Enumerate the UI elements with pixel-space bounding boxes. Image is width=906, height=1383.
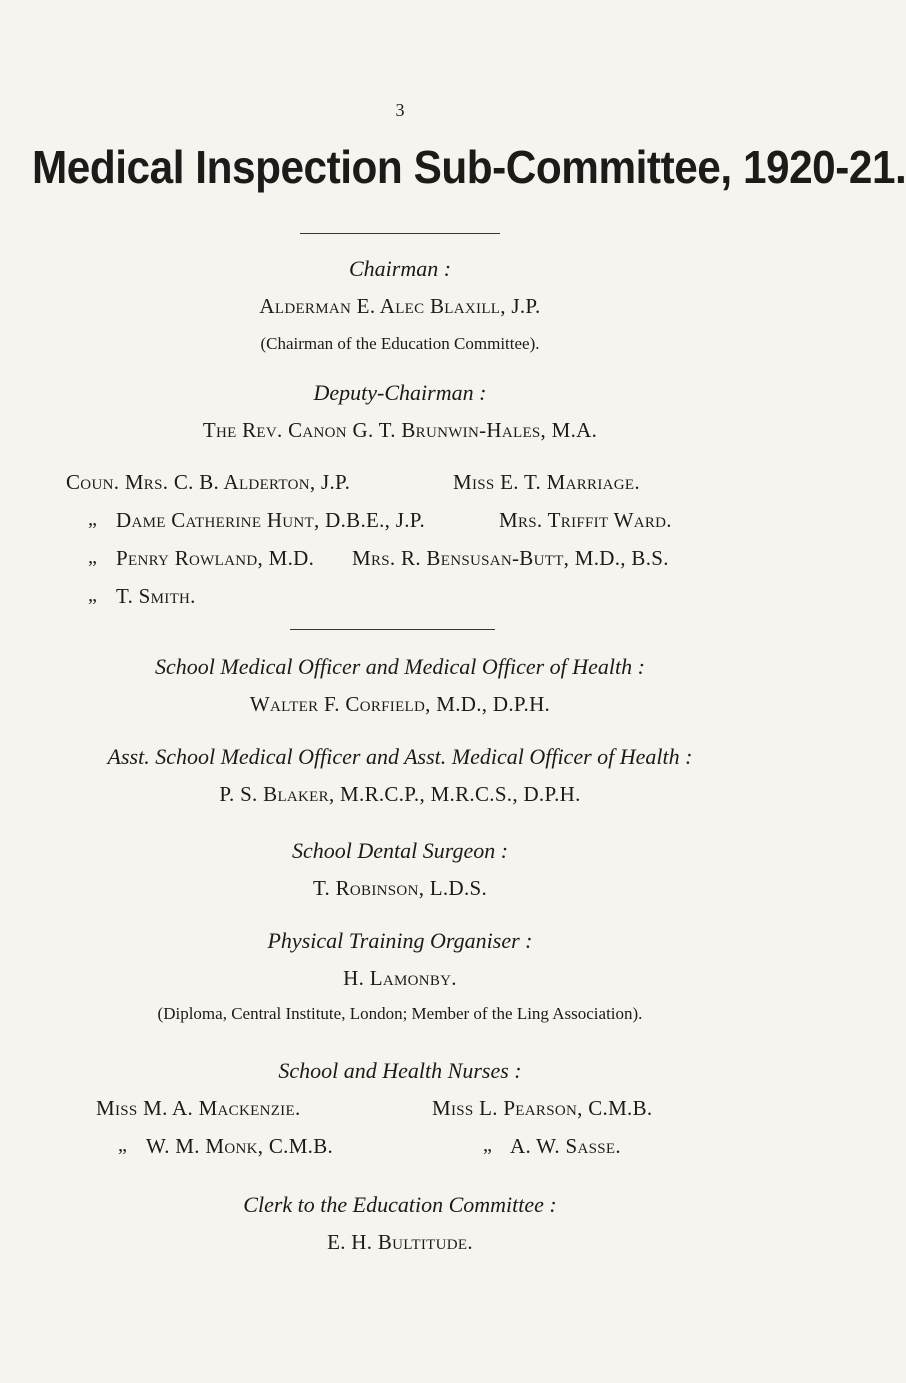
nurse-name: W. M. Monk, C.M.B.	[146, 1134, 334, 1158]
deputy-chairman-heading: Deputy-Chairman :	[313, 380, 487, 405]
asst-medical-officer-name: P. S. Blaker, M.R.C.P., M.R.C.S., D.P.H.	[219, 782, 581, 806]
nurse-name: Miss L. Pearson, C.M.B.	[432, 1096, 653, 1120]
physical-training-name: H. Lamonby.	[343, 966, 457, 990]
nurse-name: A. W. Sasse.	[510, 1134, 621, 1158]
ditto-mark: „	[483, 1134, 492, 1156]
chairman-heading: Chairman :	[348, 256, 452, 281]
member-name: Mrs. Triffit Ward.	[499, 508, 672, 532]
asst-medical-officer-heading: Asst. School Medical Officer and Asst. Medical Officer of Health :	[107, 744, 693, 769]
member-name: Mrs. C. B. Alderton, J.P.	[124, 470, 351, 494]
member-name: Dame Catherine Hunt, D.B.E., J.P.	[116, 508, 425, 532]
physical-training-note: (Diploma, Central Institute, London; Member of the Ling Association).	[157, 1004, 643, 1023]
ditto-mark: „	[118, 1134, 127, 1156]
member-prefix: Coun.	[66, 470, 120, 494]
member-name: Penry Rowland, M.D.	[116, 546, 315, 570]
member-name: Miss E. T. Marriage.	[453, 470, 640, 494]
ditto-mark: „	[88, 584, 97, 606]
nurse-name: Miss M. A. Mackenzie.	[96, 1096, 301, 1120]
chairman-note: (Chairman of the Education Committee).	[260, 334, 540, 353]
physical-training-heading: Physical Training Organiser :	[267, 928, 533, 953]
nurses-heading: School and Health Nurses :	[278, 1058, 522, 1083]
member-name: Mrs. R. Bensusan-Butt, M.D., B.S.	[352, 546, 669, 570]
dental-surgeon-heading: School Dental Surgeon :	[291, 838, 509, 863]
page-title: Medical Inspection Sub-Committee, 1920-21.	[32, 141, 906, 193]
page-number: 3	[395, 100, 405, 120]
medical-officer-heading: School Medical Officer and Medical Officer of Health :	[155, 654, 645, 679]
clerk-name: E. H. Bultitude.	[327, 1230, 473, 1254]
deputy-chairman-name: The Rev. Canon G. T. Brunwin-Hales, M.A.	[202, 418, 598, 442]
ditto-mark: „	[88, 546, 97, 568]
dental-surgeon-name: T. Robinson, L.D.S.	[312, 876, 488, 900]
medical-officer-name: Walter F. Corfield, M.D., D.P.H.	[249, 692, 551, 716]
member-row	[66, 470, 350, 495]
member-name: T. Smith.	[116, 584, 196, 608]
clerk-heading: Clerk to the Education Committee :	[243, 1192, 557, 1217]
divider	[300, 233, 500, 234]
ditto-mark: „	[88, 508, 97, 530]
chairman-name: Alderman E. Alec Blaxill, J.P.	[259, 294, 541, 318]
divider	[290, 629, 495, 630]
